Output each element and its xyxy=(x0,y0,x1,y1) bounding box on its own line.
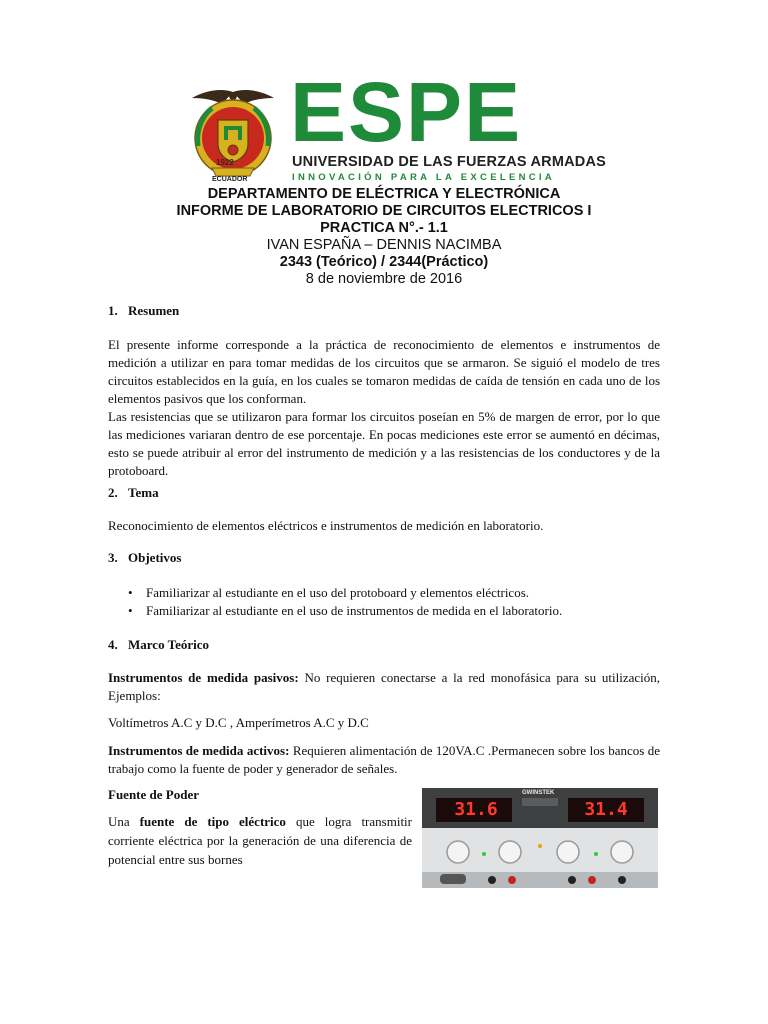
section-title: Tema xyxy=(128,485,159,500)
activos-text: Requieren alimentación de 120VA.C .Permanecen sobre los bancos de trabajo como la fuente de poder y generador de señales. xyxy=(108,743,660,776)
department-title: DEPARTAMENTO DE ELÉCTRICA Y ELECTRÓNICA xyxy=(207,186,561,202)
seal-year: 1922 xyxy=(216,158,234,167)
power-supply-brand: GWINSTEK xyxy=(522,790,555,796)
section-title: Marco Teórico xyxy=(128,637,209,652)
report-date: 8 de noviembre de 2016 xyxy=(305,271,463,287)
section-heading-resumen xyxy=(108,303,179,319)
seal-country: ECUADOR xyxy=(212,176,248,183)
power-supply-display-left: 31.6 xyxy=(454,799,498,820)
fuente-de-poder-text xyxy=(108,812,412,869)
resumen-paragraph-1: El presente informe corresponde a la práctica de reconocimiento de elementos e instrumentos de medición a utilizar en para tomar medidas de los circuitos que se armaron. Se siguió el modelo de tres circuitos establecidos en la guía, en los cuales se tomaron medidas de caída de tensión en cada uno de los elementos pasivos que los conforman. xyxy=(108,337,660,406)
power-supply-photo xyxy=(422,788,658,888)
bullet-icon: • xyxy=(128,585,133,600)
report-header xyxy=(0,186,768,288)
tema-text: Reconocimiento de elementos eléctricos e instrumentos de medición en laboratorio. xyxy=(108,518,544,533)
pasivos-label: Instrumentos de medida pasivos: xyxy=(108,670,299,685)
power-supply-display-right: 31.4 xyxy=(584,799,628,820)
resumen-text xyxy=(108,336,660,480)
university-logo xyxy=(182,65,606,186)
examples-line: Voltímetros A.C y D.C , Amperímetros A.C y D.C xyxy=(108,715,369,730)
resumen-paragraph-2: Las resistencias que se utilizaron para formar los circuitos poseían en 5% de margen de error, por lo que las mediciones variaran dentro de ese porcentaje. En pocas mediciones este error se aumentó en décimas, esto se puede atribuir al error del instrumento de medición y a las resistencias de los conductores y de la protoboard. xyxy=(108,409,660,478)
brand-block xyxy=(290,65,606,186)
practice-number: PRACTICA N°.- 1.1 xyxy=(320,220,448,236)
objetivo-text: Familiarizar al estudiante en el uso del protoboard y elementos eléctricos. xyxy=(146,585,530,600)
report-title: INFORME DE LABORATORIO DE CIRCUITOS ELECTRICOS I xyxy=(176,203,592,219)
section-heading-marco-teorico xyxy=(108,637,209,653)
section-number: 4. xyxy=(108,637,118,652)
group-codes: 2343 (Teórico) / 2344(Práctico) xyxy=(279,254,489,270)
list-item xyxy=(126,584,666,602)
university-motto: INNOVACIÓN PARA LA EXCELENCIA xyxy=(292,172,556,183)
authors: IVAN ESPAÑA – DENNIS NACIMBA xyxy=(266,237,502,253)
bullet-icon: • xyxy=(128,603,133,618)
list-item xyxy=(126,602,666,620)
fuente-text-pre: Una xyxy=(108,814,140,829)
section-title: Resumen xyxy=(128,303,180,318)
objetivo-text: Familiarizar al estudiante en el uso de instrumentos de medida en el laboratorio. xyxy=(146,603,563,618)
section-heading-objetivos xyxy=(108,550,181,566)
section-heading-tema xyxy=(108,485,159,501)
section-number: 1. xyxy=(108,303,118,318)
brand-name: ESPE xyxy=(290,65,523,159)
university-name: UNIVERSIDAD DE LAS FUERZAS ARMADAS xyxy=(292,154,606,170)
objetivos-list xyxy=(126,584,666,620)
activos-label: Instrumentos de medida activos: xyxy=(108,743,290,758)
university-seal-icon xyxy=(182,86,284,184)
fuente-text-post: que logra transmitir corriente eléctrica por la generación de una diferencia de potencial entre sus bornes xyxy=(108,814,412,867)
section-number: 3. xyxy=(108,550,118,565)
fuente-de-poder-heading: Fuente de Poder xyxy=(108,787,199,802)
pasivos-text: No requieren conectarse a la red monofásica para su utilización, Ejemplos: xyxy=(108,670,660,703)
section-title: Objetivos xyxy=(128,550,182,565)
section-number: 2. xyxy=(108,485,118,500)
pasivos-paragraph xyxy=(108,669,660,705)
activos-paragraph xyxy=(108,742,660,778)
fuente-text-bold: fuente de tipo eléctrico xyxy=(139,814,286,829)
